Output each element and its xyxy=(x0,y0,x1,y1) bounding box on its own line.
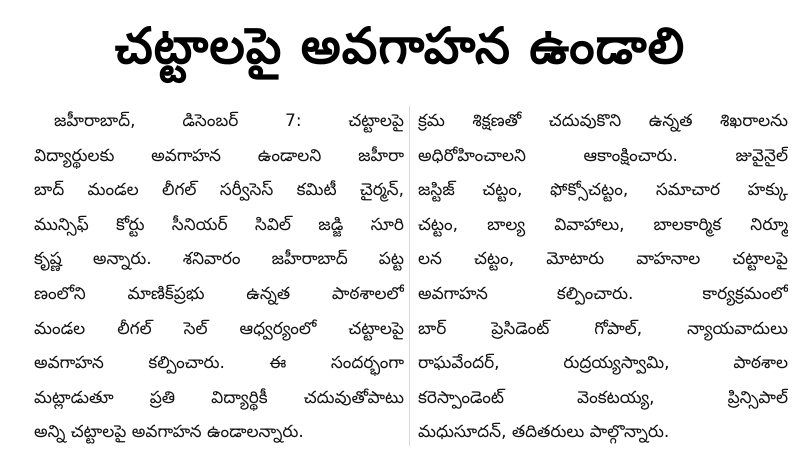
article-line: కృష్ణ అన్నారు. శనివారం జహీరాబాద్ పట్ట xyxy=(34,249,404,270)
article-line: ణంలోని మాణిక్‌ప్రభు ఉన్నత పాఠశాలలో xyxy=(34,283,404,304)
article-column-left xyxy=(34,104,404,450)
article-line: మధుసూదన్, తదితరులు పాల్గొన్నారు. xyxy=(418,422,670,443)
article-headline: చట్టాలపై అవగాహన ఉండాలి xyxy=(114,17,686,75)
article-line: అవగాహన కల్పించారు. ఈ సందర్భంగా xyxy=(34,353,404,374)
article-line: మట్లాడుతూ ప్రతి విద్యార్థికీ చదువుతోపాటు xyxy=(34,387,404,408)
article-line: అవగాహన కల్పించారు. కార్యక్రమంలో xyxy=(418,283,788,304)
article-line: అన్ని చట్టాలపై అవగాహన ఉండాలన్నారు. xyxy=(34,422,304,443)
article-line: బాద్ మండల లీగల్ సర్వీసెస్ కమిటీ చైర్మన్, xyxy=(34,180,404,201)
article-line: బార్ ప్రెసిడెంట్ గోపాల్, న్యాయవాదులు xyxy=(418,318,788,339)
column-divider xyxy=(409,106,410,446)
article-line: కరెస్పాండెంట్ వెంకటయ్య, ప్రిన్సిపాల్ xyxy=(418,387,788,408)
article-line: లన చట్టం, మోటారు వాహనాల చట్టాలపై xyxy=(418,249,788,270)
article-column-right xyxy=(418,104,788,450)
article-line: విద్యార్థులకు అవగాహన ఉండాలని జహీరా xyxy=(34,145,404,166)
article-line: మున్సిఫ్ కోర్టు సీనియర్ సివిల్ జడ్జి సూరి xyxy=(34,214,404,235)
article-line: మండల లీగల్ సెల్ ఆధ్వర్యంలో చట్టాలపై xyxy=(34,318,404,339)
article-line: చట్టం, బాల్య వివాహాలు, బాలకార్మిక నిర్మూ xyxy=(418,214,788,235)
article-line: అధిరోహించాలని ఆకాంక్షించారు. జువైనైల్ xyxy=(418,145,788,166)
article-line: జస్టిజ్ చట్టం, ఫోక్సోచట్టం, సమాచార హక్కు xyxy=(418,180,788,201)
article-line: క్రమ శిక్షణతో చదువుకొని ఉన్నత శిఖరాలను xyxy=(418,111,788,131)
article-line: రాఘవేందర్, రుద్రయ్యస్వామి, పాఠశాల xyxy=(418,353,788,374)
article-line: జహీరాబాద్, డిసెంబర్ 7: చట్టాలపై xyxy=(54,111,404,131)
